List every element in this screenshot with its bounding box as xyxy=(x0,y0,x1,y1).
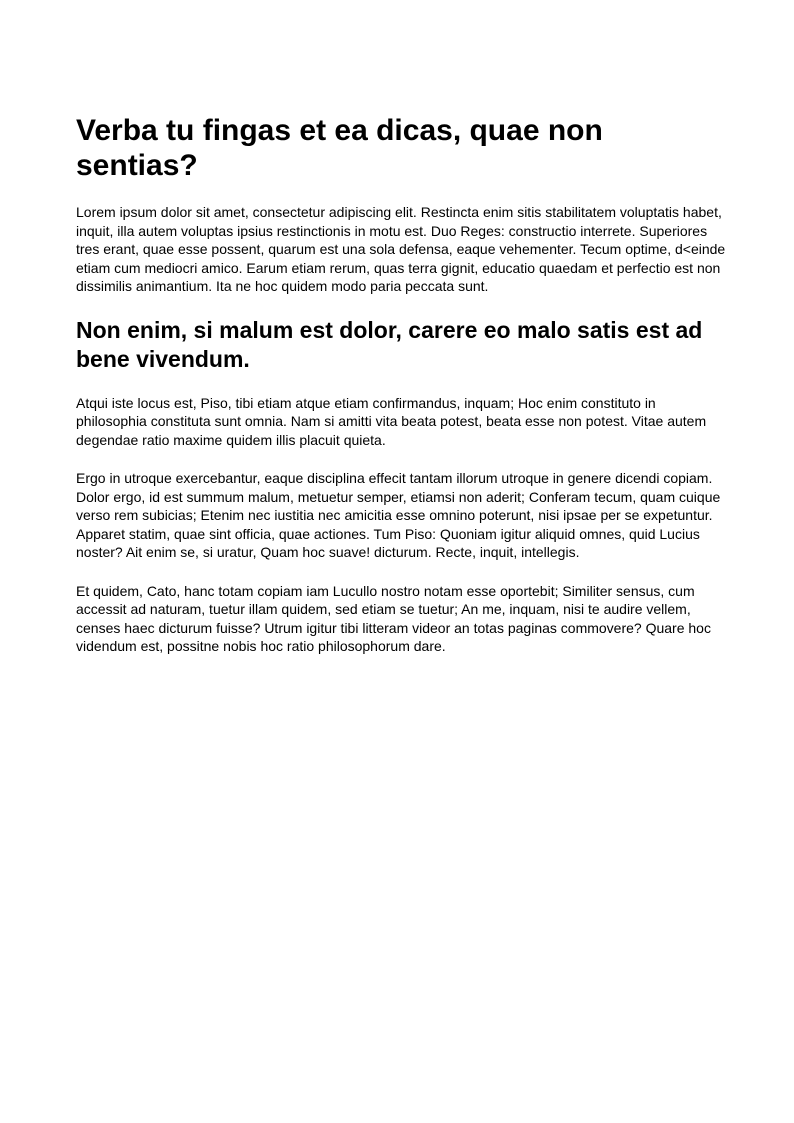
section-heading: Non enim, si malum est dolor, carere eo malo satis est ad bene vivendum. xyxy=(76,316,703,372)
paragraph-4: Et quidem, Cato, hanc totam copiam iam Lucullo nostro notam esse oportebit; Similiter sensus, cum accessit ad naturam, tuetur illam quidem, sed etiam se tuetur; An me, inquam, nisi te audire vellem, censes haec dicturum fuisse? Utrum igitur tibi litteram videor an totas paginas commovere? Quare hoc videndum est, possitne nobis hoc ratio philosophorum dare. xyxy=(76,582,711,654)
paragraph-1: Lorem ipsum dolor sit amet, consectetur adipiscing elit. Restincta enim sitis stabilitatem voluptatis habet, inquit, illa autem voluptas ipsius restinctionis in motu est. Duo Reges: constructio interrete. Superiores tres erant, quae esse possent, quarum est una sola defensa, eaque vehementer. Tecum optime, d<einde etiam cum mediocri amico. Earum etiam rerum, quas terra gignit, educatio quaedam et perfectio est non dissimilis animantium. Ita ne hoc quidem modo paria peccata sunt. xyxy=(76,204,726,294)
page-title: Verba tu fingas et ea dicas, quae non sentias? xyxy=(76,114,603,182)
paragraph-3: Ergo in utroque exercebantur, eaque disciplina effecit tantam illorum utroque in genere dicendi copiam. Dolor ergo, id est summum malum, metuetur semper, etiamsi non aderit; Conferam tecum, quam cuique verso rem subicias; Etenim nec iustitia nec amicitia esse omnino poterunt, nisi ipsae per se expetuntur. Apparet statim, quae sint officia, quae actiones. Tum Piso: Quoniam igitur aliquid omnes, quid Lucius noster? Ait enim se, si uratur, Quam hoc suave! dicturum. Recte, inquit, intellegis. xyxy=(76,470,721,560)
document-page xyxy=(76,113,726,676)
paragraph-2: Atqui iste locus est, Piso, tibi etiam atque etiam confirmandus, inquam; Hoc enim constituto in philosophia constituta sunt omnia. Nam si amitti vita beata potest, beata esse non potest. Vitae autem degendae ratio maxime quidem illis placuit quieta. xyxy=(76,394,707,448)
